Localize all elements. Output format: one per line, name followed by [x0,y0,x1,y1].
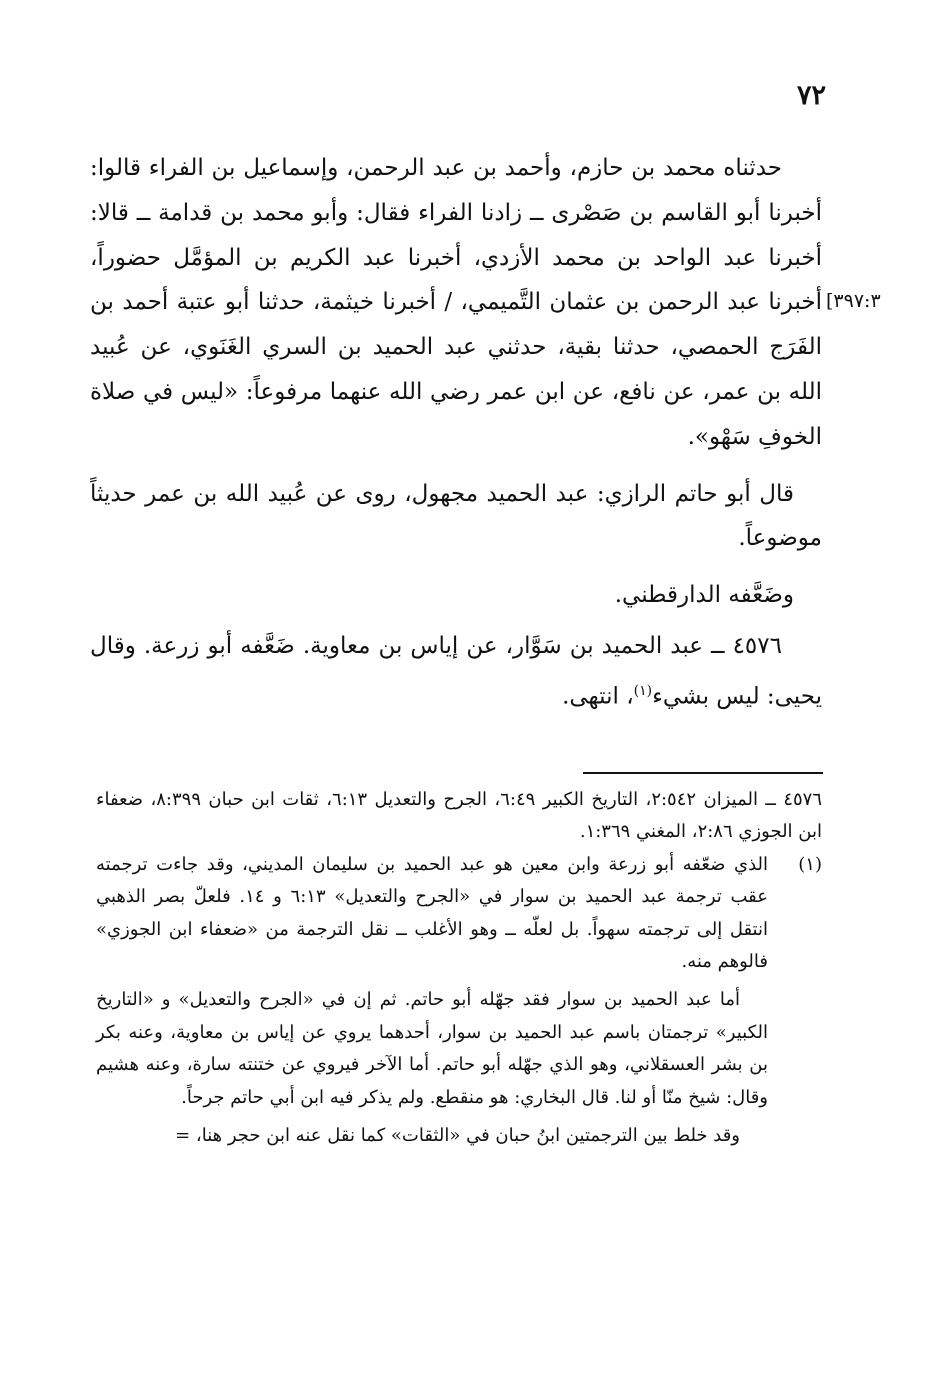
margin-reference: [٣٩٧:٣ [826,290,881,312]
footnote-reference: (١) [633,682,653,699]
daraqutni-paragraph: وضَعَّفه الدارقطني. [614,582,794,609]
main-text [90,146,822,719]
abu-hatim-paragraph: قال أبو حاتم الرازي: عبد الحميد مجهول، روى عن عُبيد الله بن عمر حديثاً موضوعاً. [90,480,822,552]
footnote-1 [96,849,822,1153]
entry-text-end: ، انتهى. [562,683,634,710]
hadith-chain-paragraph: حدثناه محمد بن حازم، وأحمد بن عبد الرحمن، وإسماعيل بن الفراء قالوا: أخبرنا أبو القاسم بن صَصْرى ــ زادنا الفراء فقال: وأبو محمد بن قدامة ــ قالا: أخبرنا عبد الواحد بن محمد الأزدي، أخبرنا عبد الكريم بن المؤمَّل حضوراً، أخبرنا عبد الرحمن بن عثمان التَّميمي، / أخبرنا خيثمة، حدثنا أبو عتبة أحمد بن الفَرَج الحمصي، حدثنا بقية، حدثني عبد الحميد بن السري الغَنَوي، عن عُبيد الله بن عمر، عن نافع، عن ابن عمر رضي الله عنهما مرفوعاً: «ليس في صلاة الخوفِ سَهْو». [90,155,822,450]
footnote-paragraph-2: أما عبد الحميد بن سوار فقد جهّله أبو حاتم. ثم إن في «الجرح والتعديل» و «التاريخ الكبير» ترجمتان باسم عبد الحميد بن سوار، أحدهما يروي عن إياس بن معاوية، وعنه بكر بن بشر العسقلاني، وهو الذي جهّله أبو حاتم. أما الآخر فيروي عن ختنته سارة، وعنه هشيم وقال: شيخ منّا أو لنا. قال البخاري: هو منقطع. ولم يذكر فيه ابن أبي حاتم جرحاً. [96,989,768,1108]
footnote-sources: ٤٥٧٦ ــ الميزان ٢:٥٤٢، التاريخ الكبير ٦:٤٩، الجرح والتعديل ٦:١٣، ثقات ابن حبان ٨:٣٩٩، ضعفاء ابن الجوزي ٢:٨٦، المغني ١:٣٦٩. [96,789,823,843]
entry-number: ٤٥٧٦ [732,632,782,659]
footnote-paragraph-1: الذي ضعّفه أبو زرعة وابن معين هو عبد الحميد بن سليمان المديني، وقد جاءت ترجمته عقب ترجمة عبد الحميد بن سوار في «الجرح والتعديل» ٦:١٣ و ١٤. فلعلّ بصر الذهبي انتقل إلى ترجمته سهواً. بل لعلّه ــ وهو الأغلب ــ نقل الترجمة من «ضعفاء ابن الجوزي» فالوهم منه. [96,853,769,973]
footnote-paragraph-3: وقد خلط بين الترجمتين ابنُ حبان في «الثقات» كما نقل عنه ابن حجر هنا، = [175,1125,740,1147]
footnote-marker: (١) [798,853,822,875]
entry-paragraph [90,624,822,719]
entry-text: ــ عبد الحميد بن سَوَّار، عن إياس بن معاوية. ضَعَّفه أبو زرعة. وقال يحيى: ليس بشيء [90,632,822,710]
footnotes [96,784,822,1152]
footnote-divider [583,772,823,774]
page-number: ٧٢ [796,80,826,111]
